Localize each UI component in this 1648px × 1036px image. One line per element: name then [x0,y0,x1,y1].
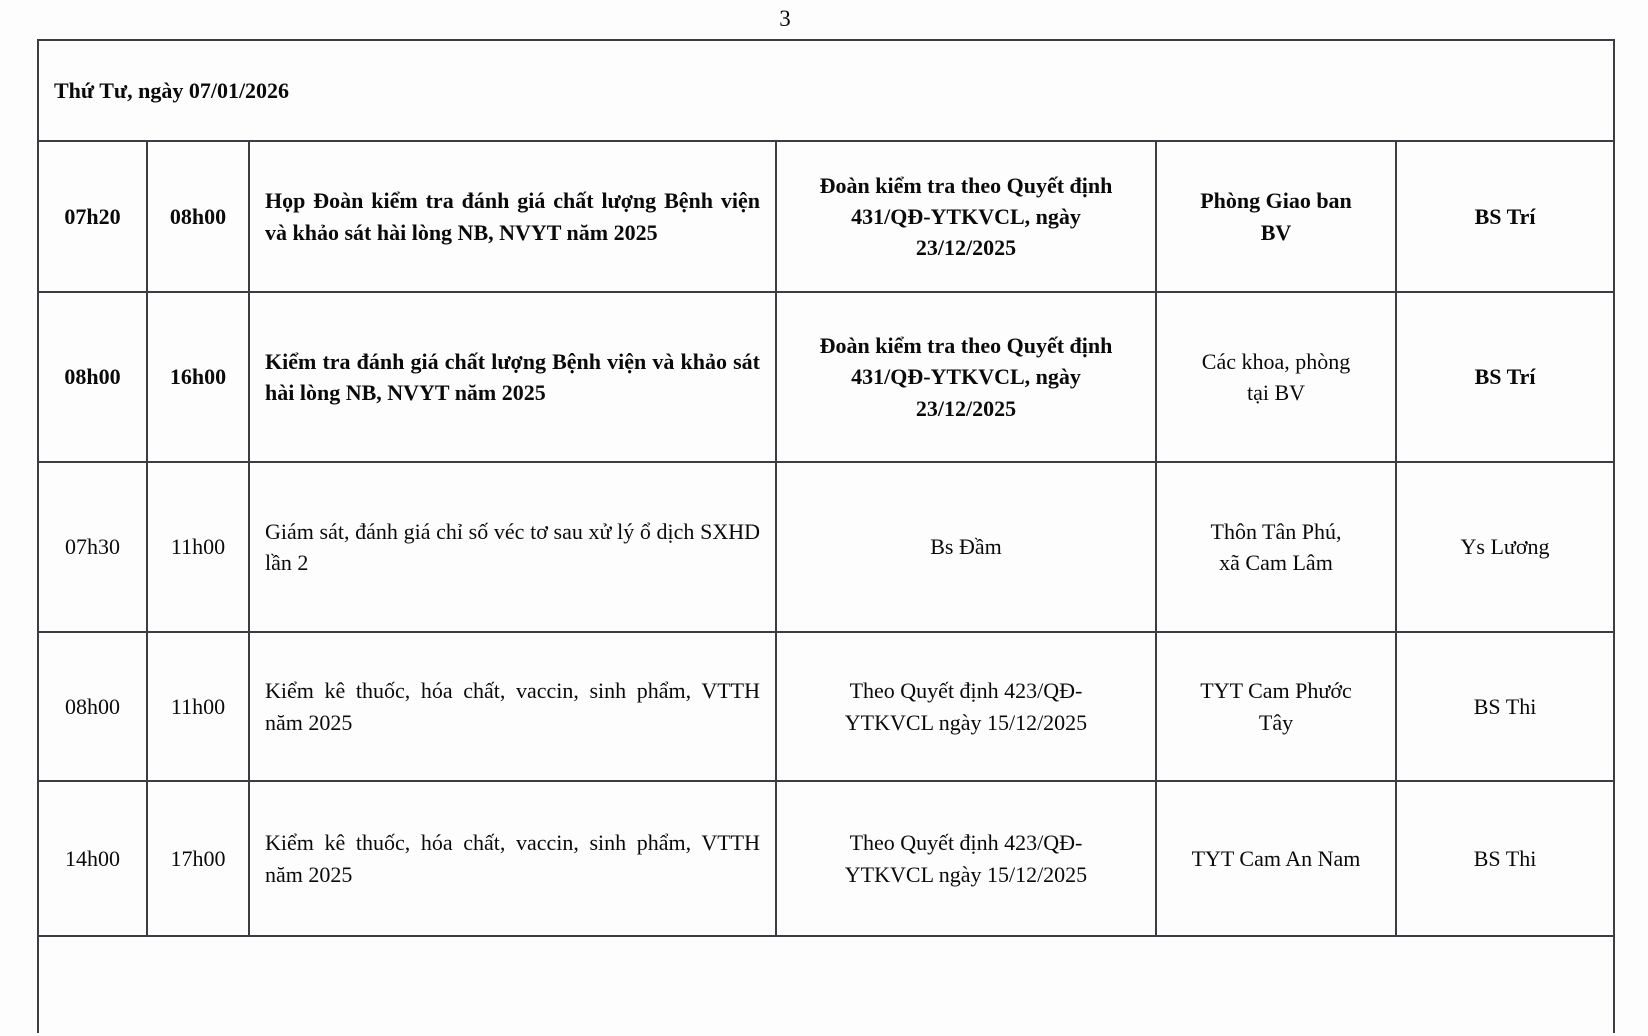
end-time-cell: 17h00 [147,781,249,936]
day-header-row [38,40,1614,141]
location-text: TYT Cam An Nam [1191,845,1361,871]
person-cell: Ys Lương [1396,462,1614,632]
participants-cell [776,462,1156,632]
table-row [38,141,1614,292]
location-cell [1156,141,1396,292]
end-time-cell: 16h00 [147,292,249,462]
end-time-cell: 08h00 [147,141,249,292]
start-time-cell: 14h00 [38,781,147,936]
location-text: Các khoa, phòng tại BV [1201,348,1351,405]
next-day-header-row-cutoff [38,936,1614,1033]
location-text: TYT Cam Phước Tây [1200,678,1352,735]
content-cell: Kiểm kê thuốc, hóa chất, vaccin, sinh phẩm, VTTH năm 2025 [249,632,776,781]
content-cell: Kiểm tra đánh giá chất lượng Bệnh viện và khảo sát hài lòng NB, NVYT năm 2025 [249,292,776,462]
participants-text: Bs Đầm [930,534,1002,560]
content-cell: Kiểm kê thuốc, hóa chất, vaccin, sinh phẩm, VTTH năm 2025 [249,781,776,936]
start-time-cell: 07h30 [38,462,147,632]
day-header-label: Thứ Tư, ngày 07/01/2026 [38,40,1614,141]
schedule-table [37,39,1615,1033]
location-cell [1156,292,1396,462]
participants-text: Theo Quyết định 423/QĐ-YTKVCL ngày 15/12/2025 [844,678,1088,735]
participants-cell [776,292,1156,462]
location-cell [1156,781,1396,936]
table-row [38,632,1614,781]
participants-text: Theo Quyết định 423/QĐ-YTKVCL ngày 15/12/2025 [844,830,1088,887]
location-cell [1156,632,1396,781]
table-row [38,292,1614,462]
location-cell [1156,462,1396,632]
participants-cell [776,781,1156,936]
start-time-cell: 07h20 [38,141,147,292]
content-cell: Họp Đoàn kiểm tra đánh giá chất lượng Bệnh viện và khảo sát hài lòng NB, NVYT năm 2025 [249,141,776,292]
participants-text: Đoàn kiểm tra theo Quyết định 431/QĐ-YTKVCL, ngày 23/12/2025 [819,333,1113,421]
location-text: Thôn Tân Phú, xã Cam Lâm [1210,518,1342,575]
participants-cell [776,632,1156,781]
location-text: Phòng Giao ban BV [1200,188,1352,245]
start-time-cell: 08h00 [38,292,147,462]
end-time-cell: 11h00 [147,632,249,781]
person-cell: BS Thi [1396,632,1614,781]
start-time-cell: 08h00 [38,632,147,781]
page-number: 3 [779,6,791,31]
end-time-cell: 11h00 [147,462,249,632]
person-cell: BS Trí [1396,141,1614,292]
content-cell: Giám sát, đánh giá chỉ số véc tơ sau xử lý ổ dịch SXHD lần 2 [249,462,776,632]
person-cell: BS Thi [1396,781,1614,936]
table-row [38,462,1614,632]
empty-cell [38,936,1614,1033]
participants-cell [776,141,1156,292]
person-cell: BS Trí [1396,292,1614,462]
participants-text: Đoàn kiểm tra theo Quyết định 431/QĐ-YTKVCL, ngày 23/12/2025 [819,172,1113,261]
table-row [38,781,1614,936]
